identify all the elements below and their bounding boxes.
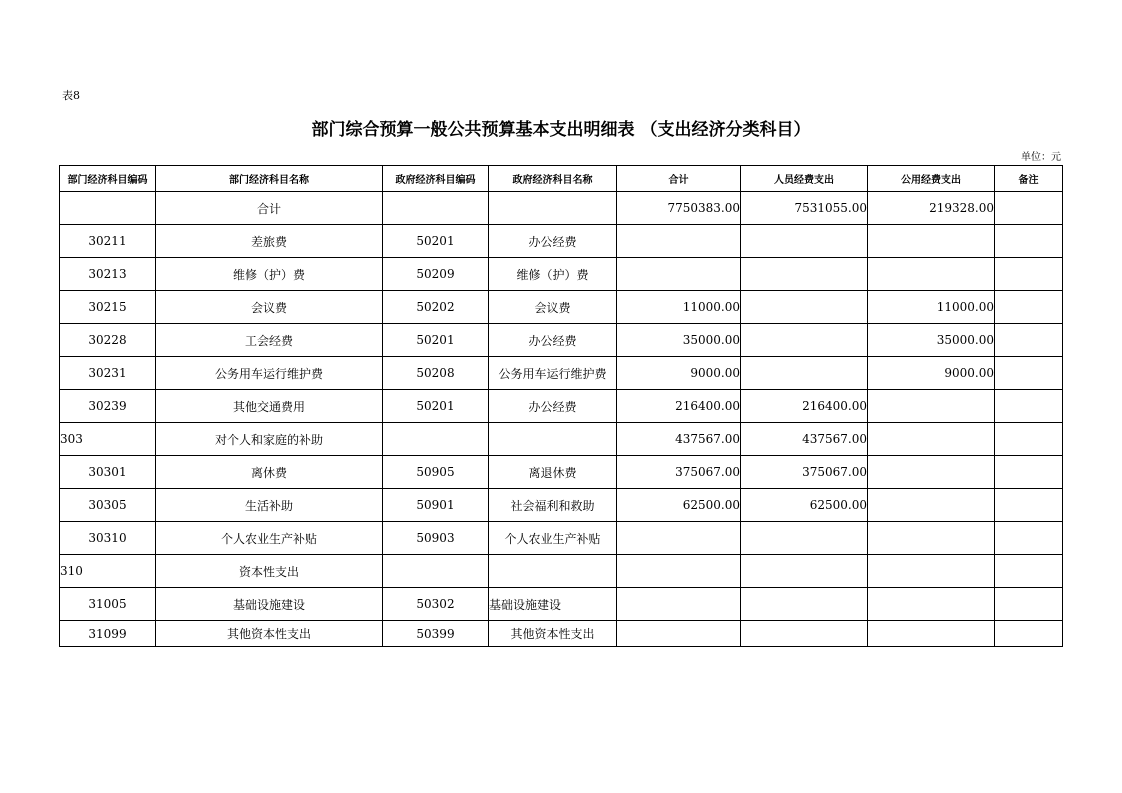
cell-personnel: 437567.00 bbox=[741, 423, 868, 456]
cell-gov-name: 公务用车运行维护费 bbox=[489, 357, 617, 390]
cell-dept-code: 31005 bbox=[60, 588, 156, 621]
cell-dept-code: 30231 bbox=[60, 357, 156, 390]
cell-total bbox=[617, 225, 741, 258]
cell-gov-name: 离退休费 bbox=[489, 456, 617, 489]
cell-dept-name: 公务用车运行维护费 bbox=[156, 357, 383, 390]
table-row bbox=[60, 522, 1063, 555]
table-row bbox=[60, 225, 1063, 258]
cell-dept-code: 303 bbox=[60, 423, 156, 456]
cell-gov-code: 50209 bbox=[383, 258, 489, 291]
cell-dept-code: 30305 bbox=[60, 489, 156, 522]
cell-note bbox=[995, 621, 1063, 647]
cell-dept-code: 30310 bbox=[60, 522, 156, 555]
cell-total: 437567.00 bbox=[617, 423, 741, 456]
cell-gov-code: 50202 bbox=[383, 291, 489, 324]
cell-dept-name: 差旅费 bbox=[156, 225, 383, 258]
cell-note bbox=[995, 291, 1063, 324]
cell-dept-name: 离休费 bbox=[156, 456, 383, 489]
cell-public: 9000.00 bbox=[868, 357, 995, 390]
cell-gov-name: 其他资本性支出 bbox=[489, 621, 617, 647]
cell-personnel: 7531055.00 bbox=[741, 192, 868, 225]
cell-dept-code: 30211 bbox=[60, 225, 156, 258]
cell-public bbox=[868, 258, 995, 291]
col-header-dept-code: 部门经济科目编码 bbox=[60, 166, 156, 192]
cell-note bbox=[995, 357, 1063, 390]
cell-dept-code: 310 bbox=[60, 555, 156, 588]
cell-dept-code: 30301 bbox=[60, 456, 156, 489]
cell-total bbox=[617, 621, 741, 647]
cell-dept-code: 31099 bbox=[60, 621, 156, 647]
cell-gov-name: 办公经费 bbox=[489, 324, 617, 357]
table-row bbox=[60, 291, 1063, 324]
cell-dept-name: 基础设施建设 bbox=[156, 588, 383, 621]
cell-total: 7750383.00 bbox=[617, 192, 741, 225]
cell-public: 219328.00 bbox=[868, 192, 995, 225]
cell-gov-code: 50399 bbox=[383, 621, 489, 647]
cell-total: 11000.00 bbox=[617, 291, 741, 324]
cell-personnel bbox=[741, 555, 868, 588]
cell-dept-code bbox=[60, 192, 156, 225]
cell-dept-name: 对个人和家庭的补助 bbox=[156, 423, 383, 456]
cell-public bbox=[868, 390, 995, 423]
cell-total: 216400.00 bbox=[617, 390, 741, 423]
cell-gov-name: 维修（护）费 bbox=[489, 258, 617, 291]
cell-public bbox=[868, 456, 995, 489]
cell-gov-code: 50302 bbox=[383, 588, 489, 621]
cell-dept-code: 30213 bbox=[60, 258, 156, 291]
cell-total: 375067.00 bbox=[617, 456, 741, 489]
cell-gov-code: 50903 bbox=[383, 522, 489, 555]
col-header-dept-name: 部门经济科目名称 bbox=[156, 166, 383, 192]
col-header-gov-name: 政府经济科目名称 bbox=[489, 166, 617, 192]
cell-public bbox=[868, 588, 995, 621]
page-title: 部门综合预算一般公共预算基本支出明细表 （支出经济分类科目） bbox=[311, 120, 811, 140]
cell-total bbox=[617, 258, 741, 291]
cell-dept-name: 生活补助 bbox=[156, 489, 383, 522]
cell-public: 35000.00 bbox=[868, 324, 995, 357]
cell-gov-name: 个人农业生产补贴 bbox=[489, 522, 617, 555]
cell-dept-name: 其他交通费用 bbox=[156, 390, 383, 423]
cell-gov-name: 社会福利和救助 bbox=[489, 489, 617, 522]
cell-dept-name: 维修（护）费 bbox=[156, 258, 383, 291]
cell-dept-code: 30228 bbox=[60, 324, 156, 357]
cell-gov-code: 50208 bbox=[383, 357, 489, 390]
cell-gov-name: 会议费 bbox=[489, 291, 617, 324]
cell-personnel: 375067.00 bbox=[741, 456, 868, 489]
cell-note bbox=[995, 588, 1063, 621]
cell-note bbox=[995, 258, 1063, 291]
cell-dept-name: 会议费 bbox=[156, 291, 383, 324]
cell-note bbox=[995, 423, 1063, 456]
cell-dept-name: 工会经费 bbox=[156, 324, 383, 357]
header-row bbox=[60, 166, 1063, 192]
cell-gov-name bbox=[489, 555, 617, 588]
cell-gov-name: 基础设施建设 bbox=[489, 588, 617, 621]
cell-gov-name bbox=[489, 423, 617, 456]
cell-gov-code bbox=[383, 192, 489, 225]
cell-public bbox=[868, 225, 995, 258]
cell-personnel bbox=[741, 357, 868, 390]
cell-personnel: 62500.00 bbox=[741, 489, 868, 522]
cell-dept-name: 个人农业生产补贴 bbox=[156, 522, 383, 555]
cell-gov-code: 50201 bbox=[383, 324, 489, 357]
cell-public bbox=[868, 522, 995, 555]
cell-note bbox=[995, 225, 1063, 258]
table-row bbox=[60, 555, 1063, 588]
cell-public bbox=[868, 621, 995, 647]
col-header-total: 合计 bbox=[617, 166, 741, 192]
table-number: 表8 bbox=[62, 89, 80, 102]
cell-personnel bbox=[741, 258, 868, 291]
cell-gov-code: 50905 bbox=[383, 456, 489, 489]
expenditure-table bbox=[59, 165, 1063, 647]
cell-personnel bbox=[741, 588, 868, 621]
table-row bbox=[60, 357, 1063, 390]
cell-dept-name: 合计 bbox=[156, 192, 383, 225]
table-row bbox=[60, 390, 1063, 423]
cell-total bbox=[617, 555, 741, 588]
cell-dept-code: 30215 bbox=[60, 291, 156, 324]
cell-personnel bbox=[741, 324, 868, 357]
cell-note bbox=[995, 324, 1063, 357]
cell-gov-code: 50901 bbox=[383, 489, 489, 522]
col-header-public: 公用经费支出 bbox=[868, 166, 995, 192]
cell-personnel bbox=[741, 225, 868, 258]
cell-personnel: 216400.00 bbox=[741, 390, 868, 423]
cell-gov-name bbox=[489, 192, 617, 225]
table-row bbox=[60, 324, 1063, 357]
cell-total: 9000.00 bbox=[617, 357, 741, 390]
cell-total: 62500.00 bbox=[617, 489, 741, 522]
cell-public bbox=[868, 423, 995, 456]
total-row bbox=[60, 192, 1063, 225]
cell-note bbox=[995, 489, 1063, 522]
cell-gov-code: 50201 bbox=[383, 390, 489, 423]
cell-note bbox=[995, 555, 1063, 588]
cell-public: 11000.00 bbox=[868, 291, 995, 324]
cell-gov-code bbox=[383, 555, 489, 588]
cell-total bbox=[617, 522, 741, 555]
cell-gov-code bbox=[383, 423, 489, 456]
cell-gov-name: 办公经费 bbox=[489, 390, 617, 423]
cell-note bbox=[995, 456, 1063, 489]
cell-personnel bbox=[741, 621, 868, 647]
table-row bbox=[60, 588, 1063, 621]
table-row bbox=[60, 423, 1063, 456]
unit-label: 单位：元 bbox=[1021, 152, 1061, 163]
cell-total: 35000.00 bbox=[617, 324, 741, 357]
col-header-gov-code: 政府经济科目编码 bbox=[383, 166, 489, 192]
cell-gov-name: 办公经费 bbox=[489, 225, 617, 258]
col-header-note: 备注 bbox=[995, 166, 1063, 192]
cell-public bbox=[868, 555, 995, 588]
cell-dept-name: 资本性支出 bbox=[156, 555, 383, 588]
table-row bbox=[60, 258, 1063, 291]
col-header-personnel: 人员经费支出 bbox=[741, 166, 868, 192]
cell-gov-code: 50201 bbox=[383, 225, 489, 258]
table-row bbox=[60, 456, 1063, 489]
cell-note bbox=[995, 522, 1063, 555]
cell-personnel bbox=[741, 522, 868, 555]
cell-dept-name: 其他资本性支出 bbox=[156, 621, 383, 647]
cell-note bbox=[995, 192, 1063, 225]
cell-total bbox=[617, 588, 741, 621]
cell-personnel bbox=[741, 291, 868, 324]
cell-public bbox=[868, 489, 995, 522]
cell-note bbox=[995, 390, 1063, 423]
table-row bbox=[60, 621, 1063, 647]
cell-dept-code: 30239 bbox=[60, 390, 156, 423]
table-row bbox=[60, 489, 1063, 522]
